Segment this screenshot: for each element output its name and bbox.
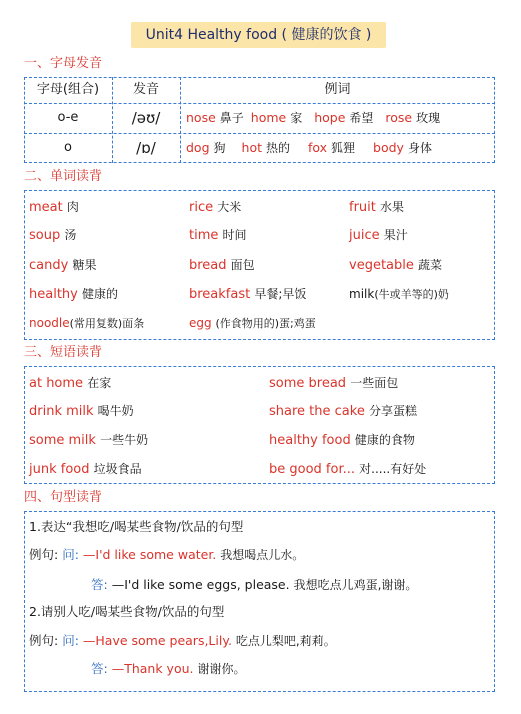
page-title: Unit4 Healthy food ( 健康的饮食 ) [131,22,386,48]
table-divider [24,133,495,134]
table-divider [24,103,495,104]
list-item: some milk 一些牛奶 [29,433,149,448]
example-question: 例句: 问: —I'd like some water. 我想喝点儿水。 [29,547,305,562]
list-item: time 时间 [189,228,247,243]
list-item: milk(牛或羊等的)奶 [349,287,449,301]
example-words: nose 鼻子 home 家 hope 希望 rose 玫瑰 [186,110,441,125]
list-item: junk food 垃圾食品 [29,462,142,477]
example-question: 例句: 问: —Have some pears,Lily. 吃点儿梨吧,莉莉。 [29,633,336,648]
pattern-title: 1.表达“我想吃/喝某些食物/饮品的句型 [29,519,244,534]
list-item: egg (作食物用的)蛋;鸡蛋 [189,316,316,330]
list-item: healthy 健康的 [29,287,119,302]
list-item: candy 糖果 [29,258,97,273]
list-item: rice 大米 [189,200,242,215]
letters-cell: o-e [57,110,79,125]
list-item: vegetable 蔬菜 [349,258,443,273]
list-item: juice 果汁 [349,228,408,243]
list-item: fruit 水果 [349,200,405,215]
list-item: meat 肉 [29,200,79,215]
list-item: be good for... 对.....有好处 [269,462,427,477]
list-item: some bread 一些面包 [269,376,399,391]
table-header: 例词 [324,82,351,97]
list-item: share the cake 分享蛋糕 [269,404,417,419]
example-answer: 答: —Thank you. 谢谢你。 [91,661,246,676]
pattern-title: 2.请别人吃/喝某些食物/饮品的句型 [29,604,225,619]
list-item: bread 面包 [189,258,255,273]
list-item: healthy food 健康的食物 [269,433,415,448]
example-words: dog 狗 hot 热的 fox 狐狸 body 身体 [186,140,432,155]
table-header: 字母(组合) [36,82,100,97]
list-item: soup 汤 [29,228,77,243]
letters-cell: o [64,140,72,155]
table-header: 发音 [132,82,159,97]
section-title-words: 二、单词读背 [24,169,103,184]
list-item: breakfast 早餐;早饭 [189,287,307,302]
sound-cell: /ɒ/ [136,139,156,157]
list-item: drink milk 喝牛奶 [29,404,134,419]
section-title-phonics: 一、字母发音 [24,56,103,71]
section-title-sentences: 四、句型读背 [24,490,103,505]
list-item: at home 在家 [29,376,112,391]
section-title-phrases: 三、短语读背 [24,345,103,360]
example-answer: 答: —I'd like some eggs, please. 我想吃点儿鸡蛋,谢谢。 [91,577,418,592]
list-item: noodle(常用复数)面条 [29,316,145,330]
sound-cell: /əʊ/ [131,109,161,127]
